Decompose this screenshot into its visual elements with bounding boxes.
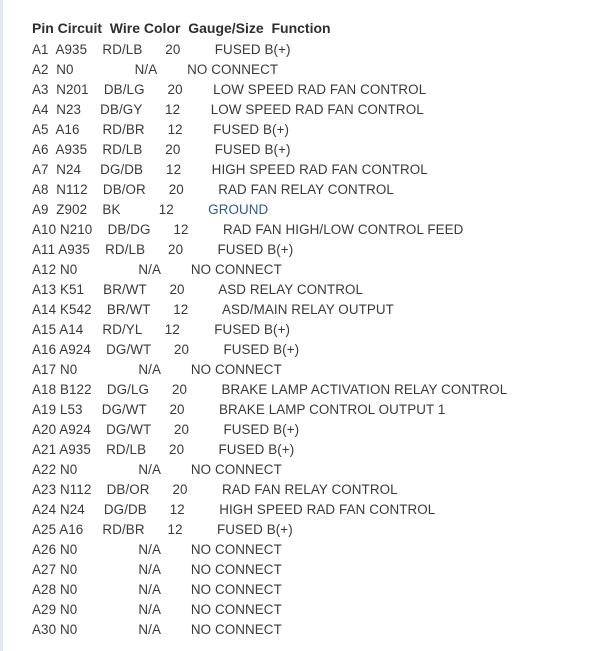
row-text: A27 N0 N/A NO CONNECT: [32, 562, 282, 577]
row-text: A16 A924 DG/WT 20 FUSED B(+): [32, 342, 300, 357]
table-row: [32, 160, 507, 180]
row-text: A29 N0 N/A NO CONNECT: [32, 602, 282, 617]
row-text: A11 A935 RD/LB 20 FUSED B(+): [32, 242, 294, 257]
row-text: A30 N0 N/A NO CONNECT: [32, 622, 282, 637]
table-row: [32, 180, 507, 200]
table-row: [32, 440, 507, 460]
table-row: [32, 500, 507, 520]
row-text: A12 N0 N/A NO CONNECT: [32, 262, 282, 277]
table-row: [32, 460, 507, 480]
table-header: Pin Circuit Wire Color Gauge/Size Function: [32, 20, 331, 36]
table-row: [32, 220, 507, 240]
row-text: A1 A935 RD/LB 20 FUSED B(+): [32, 42, 291, 57]
left-border: [0, 0, 3, 651]
table-row: [32, 100, 507, 120]
row-text: A14 K542 BR/WT 12 ASD/MAIN RELAY OUTPUT: [32, 302, 394, 317]
table-row: [32, 380, 507, 400]
table-row: [32, 360, 507, 380]
table-row: [32, 620, 507, 640]
row-text: A10 N210 DB/DG 12 RAD FAN HIGH/LOW CONTROL FEED: [32, 222, 464, 237]
row-text: A8 N112 DB/OR 20 RAD FAN RELAY CONTROL: [32, 182, 394, 197]
row-text: A7 N24 DG/DB 12 HIGH SPEED RAD FAN CONTROL: [32, 162, 428, 177]
table-row: [32, 340, 507, 360]
row-text: A3 N201 DB/LG 20 LOW SPEED RAD FAN CONTROL: [32, 82, 427, 97]
table-row: [32, 580, 507, 600]
pin-table: [32, 40, 507, 640]
table-row: [32, 300, 507, 320]
table-row: [32, 560, 507, 580]
row-text: A9 Z902 BK 12: [32, 202, 209, 217]
table-row: [32, 480, 507, 500]
ground-link[interactable]: GROUND: [208, 202, 269, 217]
table-row: [32, 140, 507, 160]
table-row: [32, 80, 507, 100]
table-row: [32, 520, 507, 540]
row-text: A13 K51 BR/WT 20 ASD RELAY CONTROL: [32, 282, 364, 297]
table-row: [32, 420, 507, 440]
table-row: [32, 200, 507, 220]
row-text: A4 N23 DB/GY 12 LOW SPEED RAD FAN CONTROL: [32, 102, 424, 117]
row-text: A18 B122 DG/LG 20 BRAKE LAMP ACTIVATION RELAY CONTROL: [32, 382, 508, 397]
row-text: A22 N0 N/A NO CONNECT: [32, 462, 282, 477]
row-text: A25 A16 RD/BR 12 FUSED B(+): [32, 522, 293, 537]
row-text: A21 A935 RD/LB 20 FUSED B(+): [32, 442, 295, 457]
row-text: A26 N0 N/A NO CONNECT: [32, 542, 282, 557]
row-text: A20 A924 DG/WT 20 FUSED B(+): [32, 422, 300, 437]
table-row: [32, 120, 507, 140]
row-text: A15 A14 RD/YL 12 FUSED B(+): [32, 322, 291, 337]
table-row: [32, 400, 507, 420]
row-text: A6 A935 RD/LB 20 FUSED B(+): [32, 142, 291, 157]
table-row: [32, 540, 507, 560]
table-row: [32, 600, 507, 620]
table-row: [32, 320, 507, 340]
table-row: [32, 280, 507, 300]
row-text: A19 L53 DG/WT 20 BRAKE LAMP CONTROL OUTPUT 1: [32, 402, 446, 417]
row-text: A23 N112 DB/OR 20 RAD FAN RELAY CONTROL: [32, 482, 398, 497]
table-row: [32, 240, 507, 260]
table-row: [32, 60, 507, 80]
row-text: A17 N0 N/A NO CONNECT: [32, 362, 282, 377]
row-text: A28 N0 N/A NO CONNECT: [32, 582, 282, 597]
table-row: [32, 40, 507, 60]
row-text: A5 A16 RD/BR 12 FUSED B(+): [32, 122, 290, 137]
row-text: A2 N0 N/A NO CONNECT: [32, 62, 279, 77]
table-row: [32, 260, 507, 280]
row-text: A24 N24 DG/DB 12 HIGH SPEED RAD FAN CONTROL: [32, 502, 436, 517]
